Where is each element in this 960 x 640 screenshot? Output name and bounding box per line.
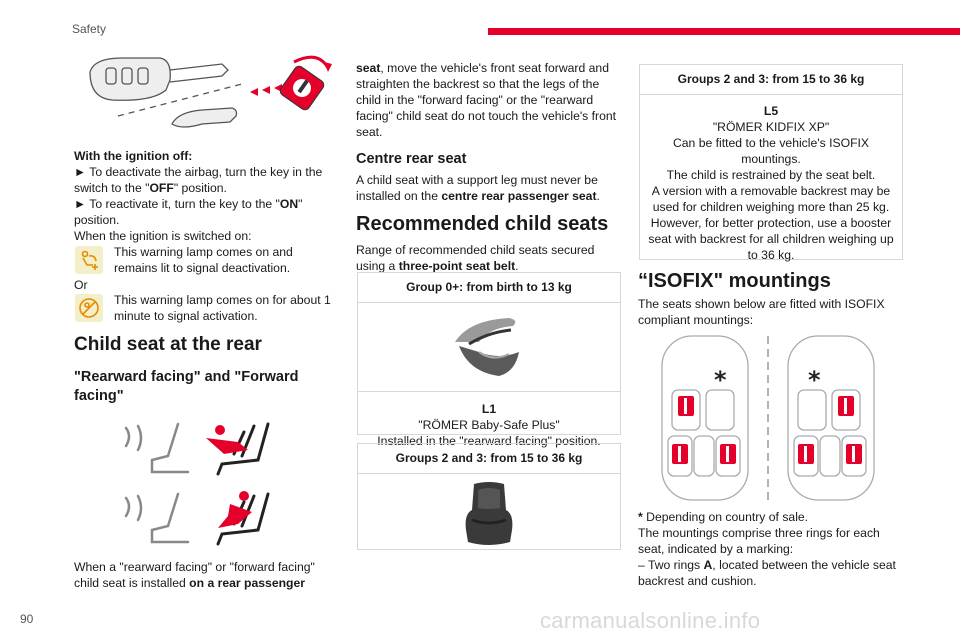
- lamp2-text: This warning lamp comes on for about 1 minute to signal activation.: [114, 293, 331, 323]
- reactivate-step: ► To reactivate it, turn the key to the "ON" position.: [74, 197, 303, 227]
- isofix-notes: [638, 509, 902, 589]
- l1-name: "RÖMER Baby-Safe Plus": [418, 418, 560, 432]
- isofix-heading: “ISOFIX" mountings: [638, 270, 831, 292]
- l5-name: "RÖMER KIDFIX XP": [712, 120, 830, 134]
- isofix-seat-layout-diagram: [658, 332, 878, 502]
- centre-rear-text: A child seat with a support leg must never be installed on the centre rear passenger seat.: [356, 173, 600, 203]
- lamp1-text: This warning lamp comes on and remains lit to signal deactivation.: [114, 245, 293, 275]
- kidfix-seat-image: [454, 480, 524, 550]
- mount-text: The mountings comprise three rings for each seat, indicated by a marking:: [638, 526, 880, 556]
- bottom-paragraph: When a "rearward facing" or "forward facing" child seat is installed on a rear passenger: [74, 560, 315, 590]
- deactivate-step: ► To deactivate the airbag, turn the key in the switch to the "OFF" position.: [74, 165, 323, 195]
- centre-rear-heading: Centre rear seat: [356, 151, 467, 167]
- kidfix-info-box: [639, 64, 903, 260]
- or-text: Or: [74, 278, 88, 292]
- ignition-off-label: With the ignition off:: [74, 149, 193, 163]
- seat-continuation-paragraph: seat, move the vehicle's front seat forward and straighten the backrest so that the legs of the child in the "forward facing" or the "rearward facing" child seat do not touch the vehicle's front seat.: [356, 61, 617, 139]
- facing-subheading: "Rearward facing" and "Forward facing": [74, 369, 299, 404]
- l5-restrained: The child is restrained by the seat belt.: [666, 168, 876, 182]
- country-note: * Depending on country of sale.: [638, 510, 809, 524]
- group0-header: Group 0+: from birth to 13 kg: [358, 273, 620, 303]
- l1-desc: Installed in the "rearward facing" position.: [377, 434, 601, 448]
- key-switch-illustration: [82, 50, 332, 140]
- rearward-forward-seats-illustration: [118, 416, 278, 556]
- l5-backrest: A version with a removable backrest may be used for children weighing more than 25 kg.: [651, 184, 891, 214]
- section-title: Safety: [72, 22, 107, 36]
- recommended-heading: Recommended child seats: [356, 213, 609, 235]
- airbag-on-lamp-icon: [75, 294, 103, 322]
- group0-seat-box: [357, 272, 621, 448]
- group23-header: Groups 2 and 3: from 15 to 36 kg: [358, 444, 620, 474]
- header-accent-bar: [488, 28, 960, 35]
- isofix-star-marker: *: [808, 366, 821, 394]
- l1-model: L1: [481, 402, 497, 416]
- rings-a-text: – Two rings A, located between the vehicle seat backrest and cushion.: [638, 558, 896, 588]
- l5-model: L5: [763, 104, 779, 118]
- watermark: carmanualsonline.info: [540, 608, 761, 633]
- l5-isofix: Can be fitted to the vehicle's ISOFIX mountings.: [672, 136, 870, 166]
- child-seat-rear-heading: Child seat at the rear: [74, 334, 262, 355]
- isofix-star-marker: *: [714, 366, 727, 394]
- ignition-on-label: When the ignition is switched on:: [74, 229, 252, 243]
- group23-seat-box: [357, 443, 621, 550]
- l5-booster: However, for better protection, use a booster seat with backrest for all children weighing up to 36 kg.: [648, 216, 894, 262]
- page-number: 90: [20, 612, 34, 626]
- range-text: Range of recommended child seats secured using a three-point seat belt.: [356, 243, 595, 273]
- airbag-off-lamp-icon: [75, 246, 103, 274]
- baby-safe-seat-image: [449, 312, 529, 382]
- isofix-intro: The seats shown below are fitted with ISOFIX compliant mountings:: [638, 297, 885, 327]
- kidfix-header: Groups 2 and 3: from 15 to 36 kg: [640, 65, 902, 95]
